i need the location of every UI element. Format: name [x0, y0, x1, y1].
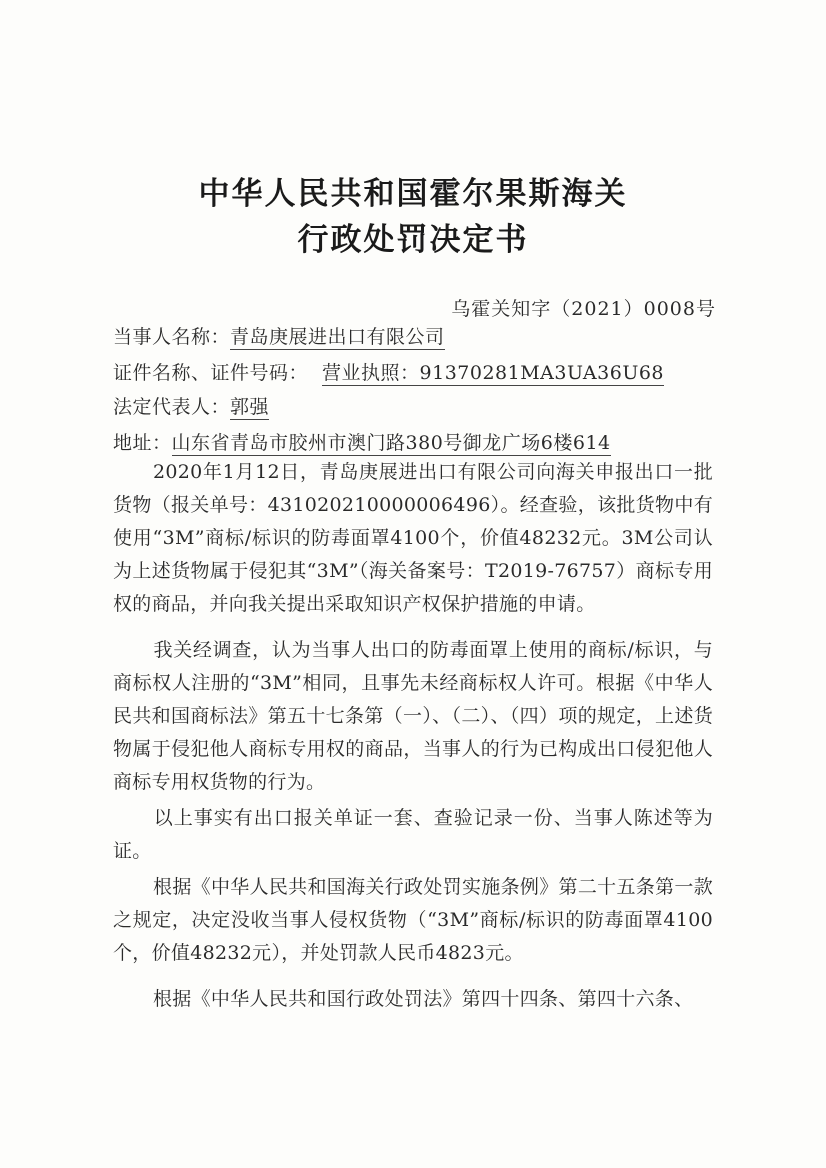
- party-name-label: 当事人名称：: [113, 326, 231, 348]
- paragraph-evidence-text: 以上事实有出口报关单证一套、查验记录一份、当事人陈述等为证。: [113, 807, 713, 862]
- party-address-label: 地址：: [113, 432, 172, 454]
- paragraph-decision-text: 根据《中华人民共和国海关行政处罚实施条例》第二十五条第一款之规定，决定没收当事人侵权货物（“3M”商标/标识的防毒面罩4100个，价值48232元），并处罚款人民币4823元。: [113, 876, 713, 964]
- paragraph-evidence: [113, 802, 713, 868]
- document-subtitle: 行政处罚决定书: [297, 222, 529, 258]
- party-rep-value: 郭强: [230, 396, 270, 418]
- party-cert-label: 证件名称、证件号码：: [113, 362, 309, 384]
- party-name-value: 青岛庚展进出口有限公司: [230, 326, 445, 348]
- party-rep-label: 法定代表人：: [113, 396, 231, 418]
- party-rep-row: [113, 392, 269, 419]
- document-number: 乌霍关知字（2021）0008号: [451, 298, 716, 320]
- paragraph-facts: [113, 456, 713, 621]
- party-address-row: [113, 428, 611, 455]
- party-address-value: 山东省青岛市胶州市澳门路380号御龙广场6楼614: [171, 432, 611, 454]
- document-title: 中华人民共和国霍尔果斯海关: [198, 176, 628, 212]
- paragraph-legal-basis: [113, 983, 713, 1016]
- paragraph-investigation-text: 我关经调查，认为当事人出口的防毒面罩上使用的商标/标识，与商标权人注册的“3M”相同，且事先未经商标权人许可。根据《中华人民共和国商标法》第五十七条第（一）、（二）、（四）项的规定，上述货物属于侵犯他人商标专用权的商品，当事人的行为已构成出口侵犯他人商标专用权货物的行为。: [113, 639, 713, 793]
- paragraph-legal-basis-text: 根据《中华人民共和国行政处罚法》第四十四条、第四十六条、: [153, 988, 694, 1010]
- paragraph-facts-text: 2020年1月12日，青岛庚展进出口有限公司向海关申报出口一批货物（报关单号：431020210000006496）。经查验，该批货物中有使用“3M”商标/标识的防毒面罩4100个，价值48232元。3M公司认为上述货物属于侵犯其“3M”（海关备案号：T2019-76757）商标专用权的商品，并向我关提出采取知识产权保护措施的申请。: [113, 461, 713, 615]
- paragraph-investigation: [113, 634, 713, 799]
- party-name-row: [113, 322, 445, 349]
- paragraph-decision: [113, 871, 713, 970]
- party-cert-row: [113, 358, 664, 385]
- party-cert-value: 营业执照：91370281MA3UA36U68: [322, 362, 665, 384]
